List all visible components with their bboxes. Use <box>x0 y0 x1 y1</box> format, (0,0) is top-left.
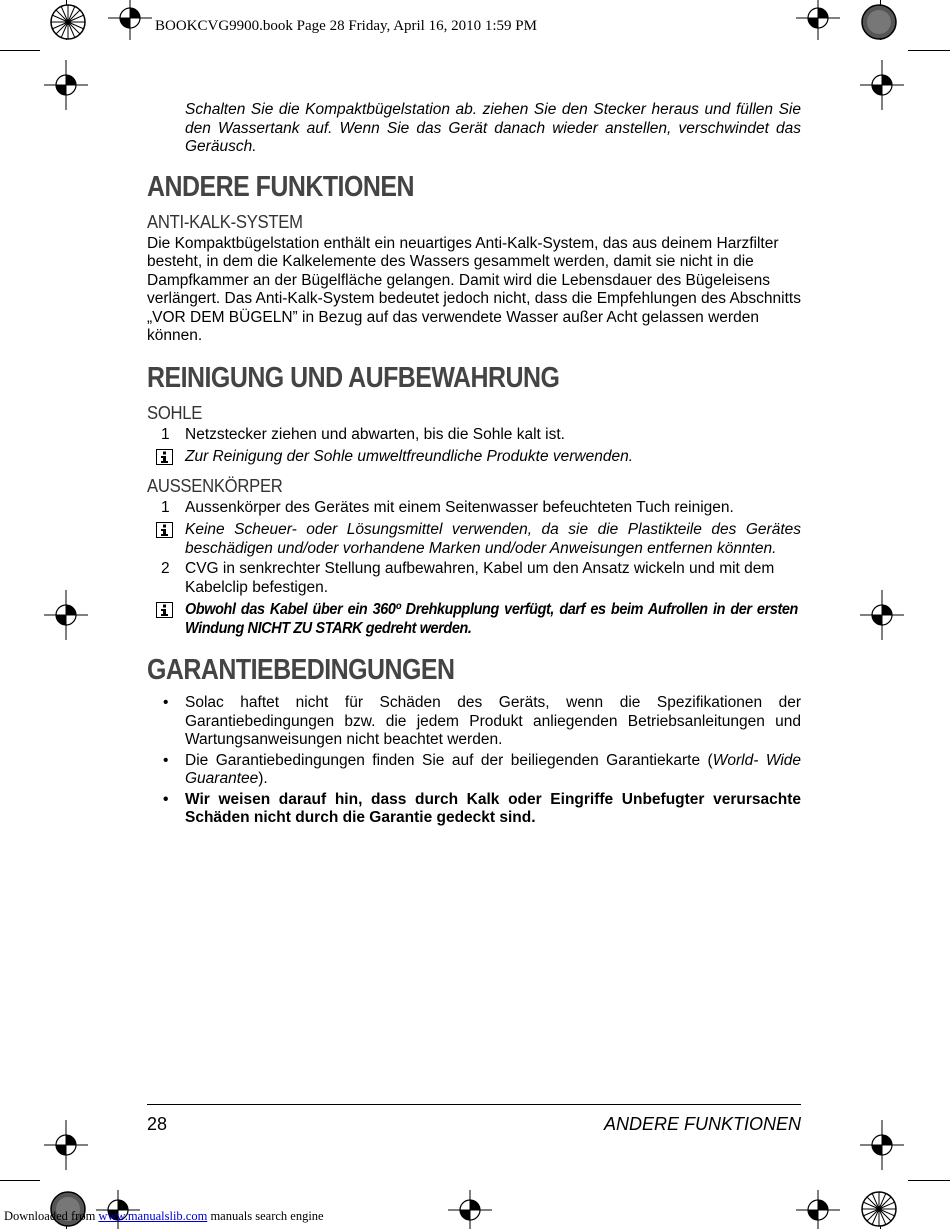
registration-mark-icon <box>860 590 904 640</box>
registration-mark-icon <box>44 1120 88 1170</box>
note-item <box>147 601 801 638</box>
registration-mark-icon <box>796 1190 840 1229</box>
note-item <box>147 521 801 558</box>
subsection-title-anti-calc: ANTI-KALK-SYSTEM <box>147 210 303 232</box>
warranty-bullet-text: Die Garantiebedingungen finden Sie auf der beiliegenden Garantiekarte (World- Wide Guarantee). <box>185 751 802 787</box>
bullet-icon: • <box>163 751 169 769</box>
registration-mark-icon <box>796 0 840 40</box>
registration-mark-icon <box>860 1120 904 1170</box>
crop-line <box>0 1180 40 1181</box>
list-item <box>147 426 801 445</box>
list-item <box>147 752 801 789</box>
registration-mark-icon <box>44 60 88 110</box>
step-text: CVG in senkrechter Stellung aufbewahren, Kabel um den Ansatz wickeln und mit dem Kabelclip befestigen. <box>185 560 775 596</box>
info-icon <box>156 602 173 618</box>
bullet-icon: • <box>163 694 169 711</box>
footer-divider <box>147 1104 801 1105</box>
section-title-cleaning: REINIGUNG UND AUFBEWAHRUNG <box>147 361 560 394</box>
step-text: Aussenkörper des Gerätes mit einem Seitenwasser befeuchteten Tuch reinigen. <box>185 498 734 516</box>
registration-mark-icon <box>448 1190 492 1229</box>
registration-mark-icon <box>44 590 88 640</box>
note-item <box>147 448 801 471</box>
page-content <box>147 101 801 828</box>
list-item <box>147 560 801 597</box>
list-item <box>147 791 801 828</box>
download-notice: Downloaded from www.manualslib.com manuals search engine <box>4 1209 324 1223</box>
registration-mark-icon <box>108 0 152 40</box>
running-footer-title: ANDERE FUNKTIONEN <box>603 1114 801 1134</box>
warranty-bullet-text: Solac haftet nicht für Schäden des Geräts, wenn die Spezifikationen der Garantiebedingungen bzw. die jedem Produkt anliegenden Betriebsanleitungen und Wartungsanweisungen nicht beachtet werden. <box>185 694 801 748</box>
starburst-target-icon <box>50 4 86 40</box>
anti-calc-body: Die Kompaktbügelstation enthält ein neuartiges Anti-Kalk-System, das aus deinem Harzfilter besteht, in dem die Kalkelemente des Wassers gesammelt werden, damit sie nicht in die Dampfkammer an der Bügelfläche gelangen. Damit wird die Lebensdauer des Bügeleisens verlängert. Das Anti-Kalk-System bedeutet jedoch nicht, dass die Empfehlungen des Abschnitts „VOR DEM BÜGELN” in Bezug auf das verwendete Wasser außer Acht gelassen werden können. <box>147 234 801 344</box>
step-number: 1 <box>161 498 170 516</box>
info-icon <box>156 522 173 538</box>
registration-mark-icon <box>860 60 904 110</box>
info-icon <box>156 449 173 465</box>
crop-line <box>908 50 950 51</box>
step-number: 2 <box>161 560 170 577</box>
list-item <box>147 499 801 518</box>
starburst-target-icon <box>861 1191 897 1227</box>
starburst-target-icon <box>861 4 897 40</box>
subsection-title-sole: SOHLE <box>147 401 203 423</box>
intro-paragraph: Schalten Sie die Kompaktbügelstation ab. ziehen Sie den Stecker heraus und füllen Sie den Wassertank auf. Wenn Sie das Gerät danach wieder anstellen, verschwindet das Geräusch. <box>185 101 801 155</box>
bullet-icon: • <box>163 790 169 808</box>
warranty-bullet-text: Wir weisen darauf hin, dass durch Kalk oder Eingriffe Unbefugter verursachte Schäden nicht durch die Garantie gedeckt sind. <box>185 790 801 826</box>
crop-line <box>908 1180 950 1181</box>
page-number: 28 <box>147 1114 168 1134</box>
section-title-warranty: GARANTIEBEDINGUNGEN <box>147 654 455 686</box>
list-item <box>147 694 801 750</box>
section-title-other-functions: ANDERE FUNKTIONEN <box>147 170 414 203</box>
step-number: 1 <box>161 425 170 443</box>
note-text: Obwohl das Kabel über ein 360º Drehkupplung verfügt, darf es beim Aufrollen in der ersten Windung NICHT ZU STARK gedreht werden. <box>185 601 798 637</box>
crop-line <box>0 50 40 51</box>
step-text: Netzstecker ziehen und abwarten, bis die Sohle kalt ist. <box>185 425 565 443</box>
manualslib-link[interactable]: www.manualslib.com <box>98 1209 208 1223</box>
note-text: Zur Reinigung der Sohle umweltfreundliche Produkte verwenden. <box>185 448 634 465</box>
subsection-title-outer-body: AUSSENKÖRPER <box>147 474 283 496</box>
print-header: BOOKCVG9900.book Page 28 Friday, April 16, 2010 1:59 PM <box>155 18 537 34</box>
note-text: Keine Scheuer- oder Lösungsmittel verwenden, da sie die Plastikteile des Gerätes beschädigen und/oder vorhandene Marken und/oder Anweisungen entfernen könnten. <box>185 521 801 557</box>
